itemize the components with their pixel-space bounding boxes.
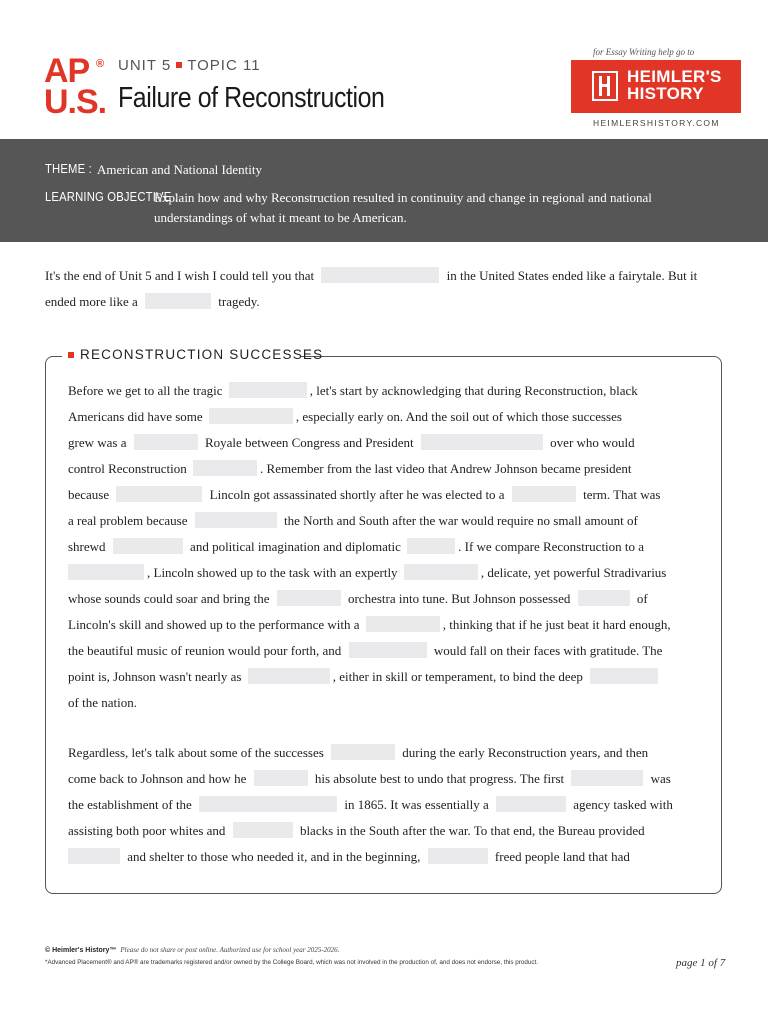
fill-in-blank[interactable] bbox=[512, 486, 576, 502]
fill-in-blank[interactable] bbox=[407, 538, 455, 554]
fill-in-blank[interactable] bbox=[68, 848, 120, 864]
text-fragment: , thinking that if he just beat it hard enough, bbox=[442, 617, 671, 632]
objective-label: LEARNING OBJECTIVE : bbox=[45, 190, 179, 204]
fill-in-blank[interactable] bbox=[349, 642, 427, 658]
paragraph-line bbox=[68, 456, 632, 482]
paragraph-line bbox=[68, 482, 660, 508]
fill-in-blank[interactable] bbox=[254, 770, 308, 786]
text-fragment: It's the end of Unit 5 and I wish I could tell you that bbox=[45, 268, 315, 283]
fill-in-blank[interactable] bbox=[193, 460, 257, 476]
text-fragment: assisting both poor whites and bbox=[68, 823, 226, 838]
text-fragment: in the United States ended like a fairytale. But it bbox=[446, 268, 698, 283]
fill-in-blank[interactable] bbox=[229, 382, 307, 398]
fill-in-blank[interactable] bbox=[195, 512, 277, 528]
text-fragment: because bbox=[68, 487, 110, 502]
logo-us-text: U.S. bbox=[44, 83, 107, 121]
text-fragment: during the early Reconstruction years, and then bbox=[402, 745, 649, 760]
trademark-disclaimer: *Advanced Placement® and AP® are trademarks registered and/or owned by the College Board, which was not involved in the production of, and does not endorse, this product. bbox=[45, 959, 539, 966]
paragraph-line bbox=[68, 844, 630, 870]
text-fragment: point is, Johnson wasn't nearly as bbox=[68, 669, 242, 684]
fill-in-blank[interactable] bbox=[68, 564, 144, 580]
logo-ap-text: AP bbox=[44, 52, 90, 90]
fill-in-blank[interactable] bbox=[590, 668, 658, 684]
text-fragment: agency tasked with bbox=[573, 797, 673, 812]
fill-in-blank[interactable] bbox=[116, 486, 202, 502]
text-fragment: the beautiful music of reunion would pour forth, and bbox=[68, 643, 342, 658]
fill-in-blank[interactable] bbox=[233, 822, 293, 838]
text-fragment: would fall on their faces with gratitude. The bbox=[433, 643, 663, 658]
text-fragment: , Lincoln showed up to the task with an expertly bbox=[147, 565, 398, 580]
fill-in-blank[interactable] bbox=[496, 796, 566, 812]
text-fragment: was bbox=[650, 771, 671, 786]
red-square-icon bbox=[176, 62, 182, 68]
paragraph-line bbox=[68, 586, 648, 612]
fill-in-blank[interactable] bbox=[404, 564, 478, 580]
fill-in-blank[interactable] bbox=[134, 434, 198, 450]
copyright-line bbox=[45, 946, 339, 954]
text-fragment: Americans did have some bbox=[68, 409, 203, 424]
text-fragment: a real problem because bbox=[68, 513, 188, 528]
text-fragment: freed people land that had bbox=[494, 849, 630, 864]
theme-text: American and National Identity bbox=[97, 162, 262, 177]
page-number: page 1 of 7 bbox=[676, 957, 726, 969]
brand-name: HEIMLER'S HISTORY bbox=[627, 67, 722, 103]
fill-in-blank[interactable] bbox=[421, 434, 543, 450]
text-fragment: Lincoln got assassinated shortly after he was elected to a bbox=[209, 487, 505, 502]
theme-label: THEME : bbox=[45, 162, 92, 176]
text-fragment: tragedy. bbox=[218, 294, 260, 309]
text-fragment: ended more like a bbox=[45, 294, 138, 309]
promo-text: for Essay Writing help go to bbox=[593, 47, 695, 57]
fill-in-blank[interactable] bbox=[331, 744, 395, 760]
text-fragment: come back to Johnson and how he bbox=[68, 771, 247, 786]
paragraph-line bbox=[68, 690, 137, 716]
fill-in-blank[interactable] bbox=[248, 668, 330, 684]
paragraph-line bbox=[68, 508, 638, 534]
fill-in-blank[interactable] bbox=[428, 848, 488, 864]
text-fragment: . Remember from the last video that Andrew Johnson became president bbox=[260, 461, 632, 476]
paragraph-line bbox=[68, 740, 648, 766]
copyright-note: Please do not share or post online. Authorized use for school year 2025-2026. bbox=[120, 946, 340, 954]
text-fragment: , let's start by acknowledging that during Reconstruction, black bbox=[309, 383, 638, 398]
paragraph-line bbox=[68, 404, 622, 430]
paragraph-line bbox=[68, 560, 666, 586]
text-fragment: the North and South after the war would require no small amount of bbox=[283, 513, 638, 528]
text-fragment: and political imagination and diplomatic bbox=[190, 539, 401, 554]
theme-banner bbox=[0, 139, 768, 242]
text-fragment: the establishment of the bbox=[68, 797, 192, 812]
brand-url[interactable]: HEIMLERSHISTORY.COM bbox=[593, 118, 720, 128]
hh-monogram-icon bbox=[592, 71, 618, 101]
logo-registered-mark: ® bbox=[96, 58, 105, 70]
fill-in-blank[interactable] bbox=[145, 293, 211, 309]
fill-in-blank[interactable] bbox=[209, 408, 293, 424]
text-fragment: Before we get to all the tragic bbox=[68, 383, 223, 398]
topic-label: TOPIC 11 bbox=[187, 57, 261, 74]
text-fragment: control Reconstruction bbox=[68, 461, 187, 476]
paragraph-line bbox=[68, 638, 662, 664]
paragraph-line bbox=[68, 766, 671, 792]
unit-topic-line bbox=[118, 57, 261, 74]
text-fragment: , either in skill or temperament, to bind the deep bbox=[332, 669, 583, 684]
text-fragment: shrewd bbox=[68, 539, 106, 554]
fill-in-blank[interactable] bbox=[321, 267, 439, 283]
text-fragment: his absolute best to undo that progress. The first bbox=[314, 771, 565, 786]
paragraph-line bbox=[68, 430, 635, 456]
text-fragment: and shelter to those who needed it, and in the beginning, bbox=[127, 849, 421, 864]
text-fragment: , delicate, yet powerful Stradivarius bbox=[480, 565, 667, 580]
text-fragment: term. That was bbox=[583, 487, 661, 502]
fill-in-blank[interactable] bbox=[113, 538, 183, 554]
fill-in-blank[interactable] bbox=[571, 770, 643, 786]
page-title: Failure of Reconstruction bbox=[118, 82, 385, 114]
text-fragment: Regardless, let's talk about some of the successes bbox=[68, 745, 324, 760]
paragraph-line bbox=[68, 664, 662, 690]
text-fragment: of bbox=[636, 591, 648, 606]
paragraph-line bbox=[68, 378, 638, 404]
text-fragment: over who would bbox=[550, 435, 635, 450]
paragraph-line bbox=[68, 534, 644, 560]
text-fragment: whose sounds could soar and bring the bbox=[68, 591, 270, 606]
ap-us-logo bbox=[44, 52, 114, 121]
paragraph-line bbox=[68, 792, 673, 818]
text-fragment: , especially early on. And the soil out of which those successes bbox=[295, 409, 622, 424]
objective-text-line1: Explain how and why Reconstruction resulted in continuity and change in regional and national bbox=[154, 190, 652, 205]
fill-in-blank[interactable] bbox=[199, 796, 337, 812]
text-fragment: . If we compare Reconstruction to a bbox=[458, 539, 645, 554]
text-fragment: Lincoln's skill and showed up to the performance with a bbox=[68, 617, 360, 632]
text-fragment: grew was a bbox=[68, 435, 127, 450]
objective-text-line2: understandings of what it meant to be American. bbox=[154, 210, 407, 225]
section-title: RECONSTRUCTION SUCCESSES bbox=[80, 347, 324, 362]
text-fragment: orchestra into tune. But Johnson possessed bbox=[347, 591, 571, 606]
fill-in-blank[interactable] bbox=[277, 590, 341, 606]
text-fragment: blacks in the South after the war. To that end, the Bureau provided bbox=[299, 823, 645, 838]
fill-in-blank[interactable] bbox=[366, 616, 440, 632]
text-fragment: of the nation. bbox=[68, 695, 137, 710]
intro-line bbox=[45, 263, 697, 289]
text-fragment: Royale between Congress and President bbox=[204, 435, 414, 450]
copyright-brand: © Heimler's History™ bbox=[45, 947, 117, 954]
paragraph-line bbox=[68, 818, 645, 844]
unit-label: UNIT 5 bbox=[118, 57, 172, 74]
fill-in-blank[interactable] bbox=[578, 590, 630, 606]
red-square-icon bbox=[68, 352, 74, 358]
paragraph-line bbox=[68, 612, 671, 638]
text-fragment: in 1865. It was essentially a bbox=[344, 797, 489, 812]
intro-line bbox=[45, 289, 260, 315]
